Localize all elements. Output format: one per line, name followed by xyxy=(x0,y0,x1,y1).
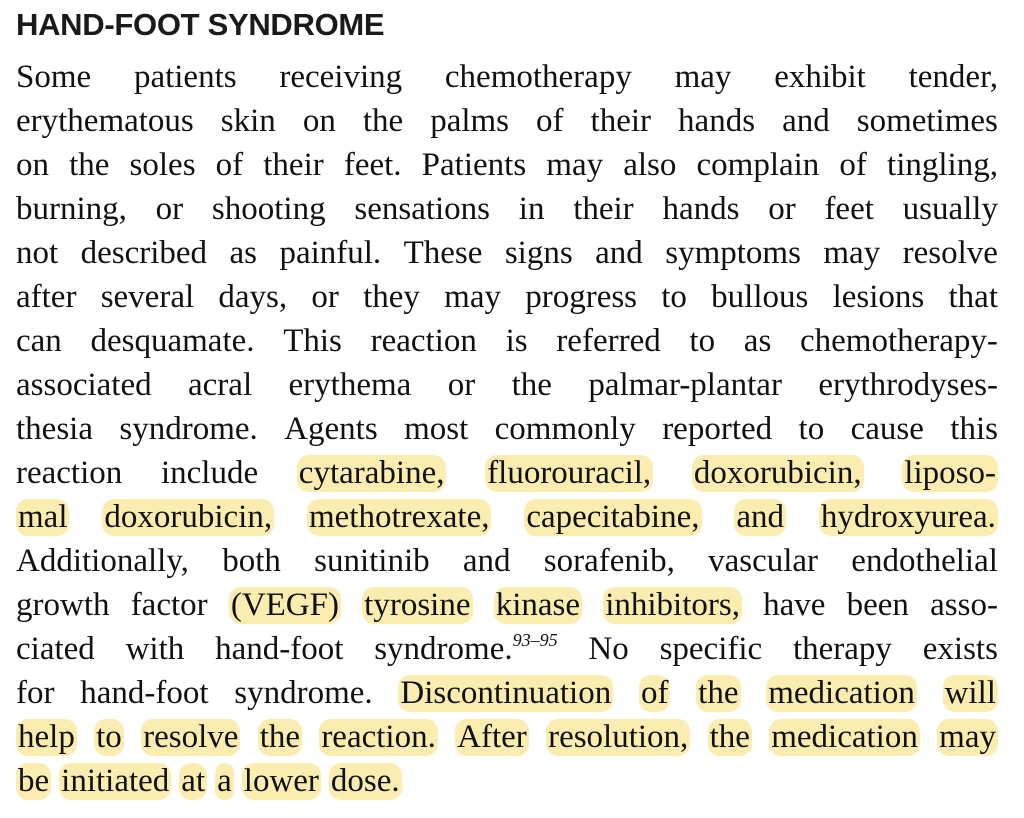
highlighted-word: liposo- xyxy=(904,454,996,491)
word: soles xyxy=(129,146,196,183)
text-line xyxy=(16,187,998,231)
word: These xyxy=(403,234,483,271)
text-line xyxy=(16,99,998,143)
word: sometimes xyxy=(856,102,998,139)
highlighted-word: capecitabine, xyxy=(526,498,700,535)
word: palmar-plantar xyxy=(588,366,782,403)
word: or xyxy=(447,366,476,403)
word: hand-foot xyxy=(80,674,209,711)
word: this xyxy=(950,410,998,447)
highlighted-word: lower xyxy=(243,762,319,799)
word: that xyxy=(948,278,998,315)
word: exists xyxy=(922,630,998,667)
highlighted-word: be xyxy=(18,762,50,799)
highlighted-word: at xyxy=(181,762,206,799)
highlighted-word: to xyxy=(96,718,122,755)
word: may xyxy=(674,58,732,95)
highlighted-word: dose. xyxy=(330,762,400,799)
word: exhibit xyxy=(774,58,866,95)
highlighted-word: cytarabine, xyxy=(298,454,445,491)
word: erythematous xyxy=(16,102,194,139)
word: hands xyxy=(678,102,756,139)
word: Patients xyxy=(421,146,527,183)
word: painful. xyxy=(279,234,382,271)
highlighted-word: of xyxy=(640,674,669,711)
word: Agents xyxy=(284,410,378,447)
word: associated xyxy=(16,366,152,403)
word: erythema xyxy=(288,366,412,403)
highlighted-word: the xyxy=(259,718,301,755)
text-line xyxy=(16,671,998,715)
word: growth xyxy=(16,586,110,623)
word: ciated xyxy=(16,630,95,667)
word: syndrome.$^{93-95}$ xyxy=(374,629,558,667)
word: symptoms xyxy=(665,234,801,271)
word: also xyxy=(623,146,677,183)
highlighted-word: (VEGF) xyxy=(230,586,339,623)
word: to xyxy=(661,278,687,315)
word: and xyxy=(462,542,511,579)
word: No xyxy=(588,630,629,667)
highlighted-word: medication xyxy=(768,674,915,711)
highlighted-word: kinase xyxy=(495,586,580,623)
word: or xyxy=(768,190,796,227)
word: sorafenib, xyxy=(543,542,675,579)
word: as xyxy=(743,322,772,359)
word: include xyxy=(160,454,259,491)
highlighted-word: initiated xyxy=(61,762,170,799)
word: progress xyxy=(525,278,638,315)
text-line xyxy=(16,627,998,671)
word: chemotherapy xyxy=(444,58,632,95)
word: not xyxy=(16,234,59,271)
document-page xyxy=(16,6,998,799)
word: may xyxy=(546,146,604,183)
word: receiving xyxy=(279,58,403,95)
highlighted-word: and xyxy=(736,498,785,535)
word: tingling, xyxy=(887,146,998,183)
highlighted-word: may xyxy=(939,718,996,755)
word: with xyxy=(125,630,185,667)
highlighted-word: Discontinuation xyxy=(400,674,612,711)
section-heading: HAND-FOOT SYNDROME xyxy=(16,7,385,42)
word: endothelial xyxy=(851,542,998,579)
highlighted-word: will xyxy=(944,674,996,711)
word: burning, xyxy=(16,190,127,227)
word: tender, xyxy=(908,58,998,95)
word: skin xyxy=(220,102,276,139)
word: resolve xyxy=(902,234,998,271)
word: may xyxy=(444,278,501,315)
word: for xyxy=(16,674,55,711)
word: days, xyxy=(218,278,288,315)
word: complain xyxy=(696,146,820,183)
word: patients xyxy=(133,58,237,95)
highlighted-word: the xyxy=(709,718,750,755)
word: and xyxy=(782,102,830,139)
word: in xyxy=(518,190,545,227)
word: Some xyxy=(16,58,92,95)
highlighted-word: reaction. xyxy=(321,718,436,755)
word: after xyxy=(16,278,77,315)
highlighted-word: doxorubicin, xyxy=(104,498,273,535)
word: they xyxy=(363,278,420,315)
word: have xyxy=(763,586,826,623)
word: signs xyxy=(504,234,573,271)
word: hand-foot xyxy=(215,630,344,667)
word: syndrome. xyxy=(119,410,258,447)
text-line xyxy=(16,363,998,407)
word: factor xyxy=(130,586,208,623)
word: their xyxy=(573,190,634,227)
word: referred xyxy=(556,322,661,359)
highlighted-word: doxorubicin, xyxy=(693,454,862,491)
body-paragraph xyxy=(16,55,998,803)
word: lesions xyxy=(832,278,925,315)
text-line xyxy=(16,231,998,275)
word: most xyxy=(404,410,469,447)
highlighted-word: After xyxy=(457,718,527,755)
word: chemotherapy- xyxy=(800,322,998,359)
highlighted-word: resolution, xyxy=(548,718,689,755)
word: their xyxy=(263,146,324,183)
word: both xyxy=(222,542,281,579)
text-line xyxy=(16,539,998,583)
text-line xyxy=(16,143,998,187)
word: of xyxy=(215,146,244,183)
word: feet xyxy=(824,190,874,227)
citation-superscript: 93–95 xyxy=(512,629,558,650)
word: can xyxy=(16,322,62,359)
word: or xyxy=(311,278,339,315)
word: on xyxy=(302,102,336,139)
word: desquamate. xyxy=(90,322,255,359)
word: on xyxy=(16,146,49,183)
text-line xyxy=(16,759,998,803)
text-line xyxy=(16,407,998,451)
text-line xyxy=(16,715,998,759)
word: This xyxy=(283,322,342,359)
word: the xyxy=(511,366,552,403)
word: bullous xyxy=(711,278,809,315)
word: of xyxy=(839,146,867,183)
word: may xyxy=(823,234,881,271)
word: reported xyxy=(662,410,773,447)
text-line xyxy=(16,583,998,627)
word: shooting xyxy=(211,190,326,227)
word: described xyxy=(80,234,208,271)
word: thesia xyxy=(16,410,93,447)
word: sunitinib xyxy=(314,542,430,579)
word: to xyxy=(798,410,825,447)
word: commonly xyxy=(494,410,636,447)
word: the xyxy=(69,146,110,183)
highlighted-word: a xyxy=(217,762,232,799)
word: to xyxy=(689,322,716,359)
text-line xyxy=(16,275,998,319)
highlighted-word: hydroxyurea. xyxy=(820,498,996,535)
highlighted-word: inhibitors, xyxy=(605,586,740,623)
word: syndrome. xyxy=(234,674,373,711)
text-line xyxy=(16,55,998,99)
word: and xyxy=(595,234,643,271)
word: feet. xyxy=(343,146,402,183)
highlighted-word: the xyxy=(698,674,739,711)
word: as xyxy=(229,234,257,271)
highlighted-word: methotrexate, xyxy=(308,498,490,535)
highlighted-word: resolve xyxy=(143,718,239,755)
highlighted-word: tyrosine xyxy=(364,586,471,623)
text-line xyxy=(16,451,998,495)
word: the xyxy=(362,102,404,139)
word: vascular xyxy=(708,542,819,579)
highlighted-word: mal xyxy=(18,498,68,535)
word: therapy xyxy=(792,630,892,667)
word: is xyxy=(505,322,528,359)
word: reaction xyxy=(16,454,123,491)
word: reaction xyxy=(370,322,477,359)
text-line xyxy=(16,495,998,539)
highlighted-word: fluorouracil, xyxy=(487,454,652,491)
word: of xyxy=(536,102,564,139)
text-line xyxy=(16,319,998,363)
highlighted-word: help xyxy=(18,718,75,755)
word: or xyxy=(155,190,184,227)
highlighted-word: medication xyxy=(771,718,918,755)
word: sensations xyxy=(354,190,491,227)
word: specific xyxy=(659,630,763,667)
word: usually xyxy=(902,190,998,227)
word: their xyxy=(590,102,652,139)
word: cause xyxy=(850,410,924,447)
word: been xyxy=(846,586,909,623)
word: asso- xyxy=(930,586,998,623)
word: hands xyxy=(662,190,740,227)
word: palms xyxy=(430,102,510,139)
word: erythrodyses- xyxy=(818,366,998,403)
word: acral xyxy=(188,366,253,403)
word: several xyxy=(100,278,195,315)
word: Additionally, xyxy=(16,542,189,579)
